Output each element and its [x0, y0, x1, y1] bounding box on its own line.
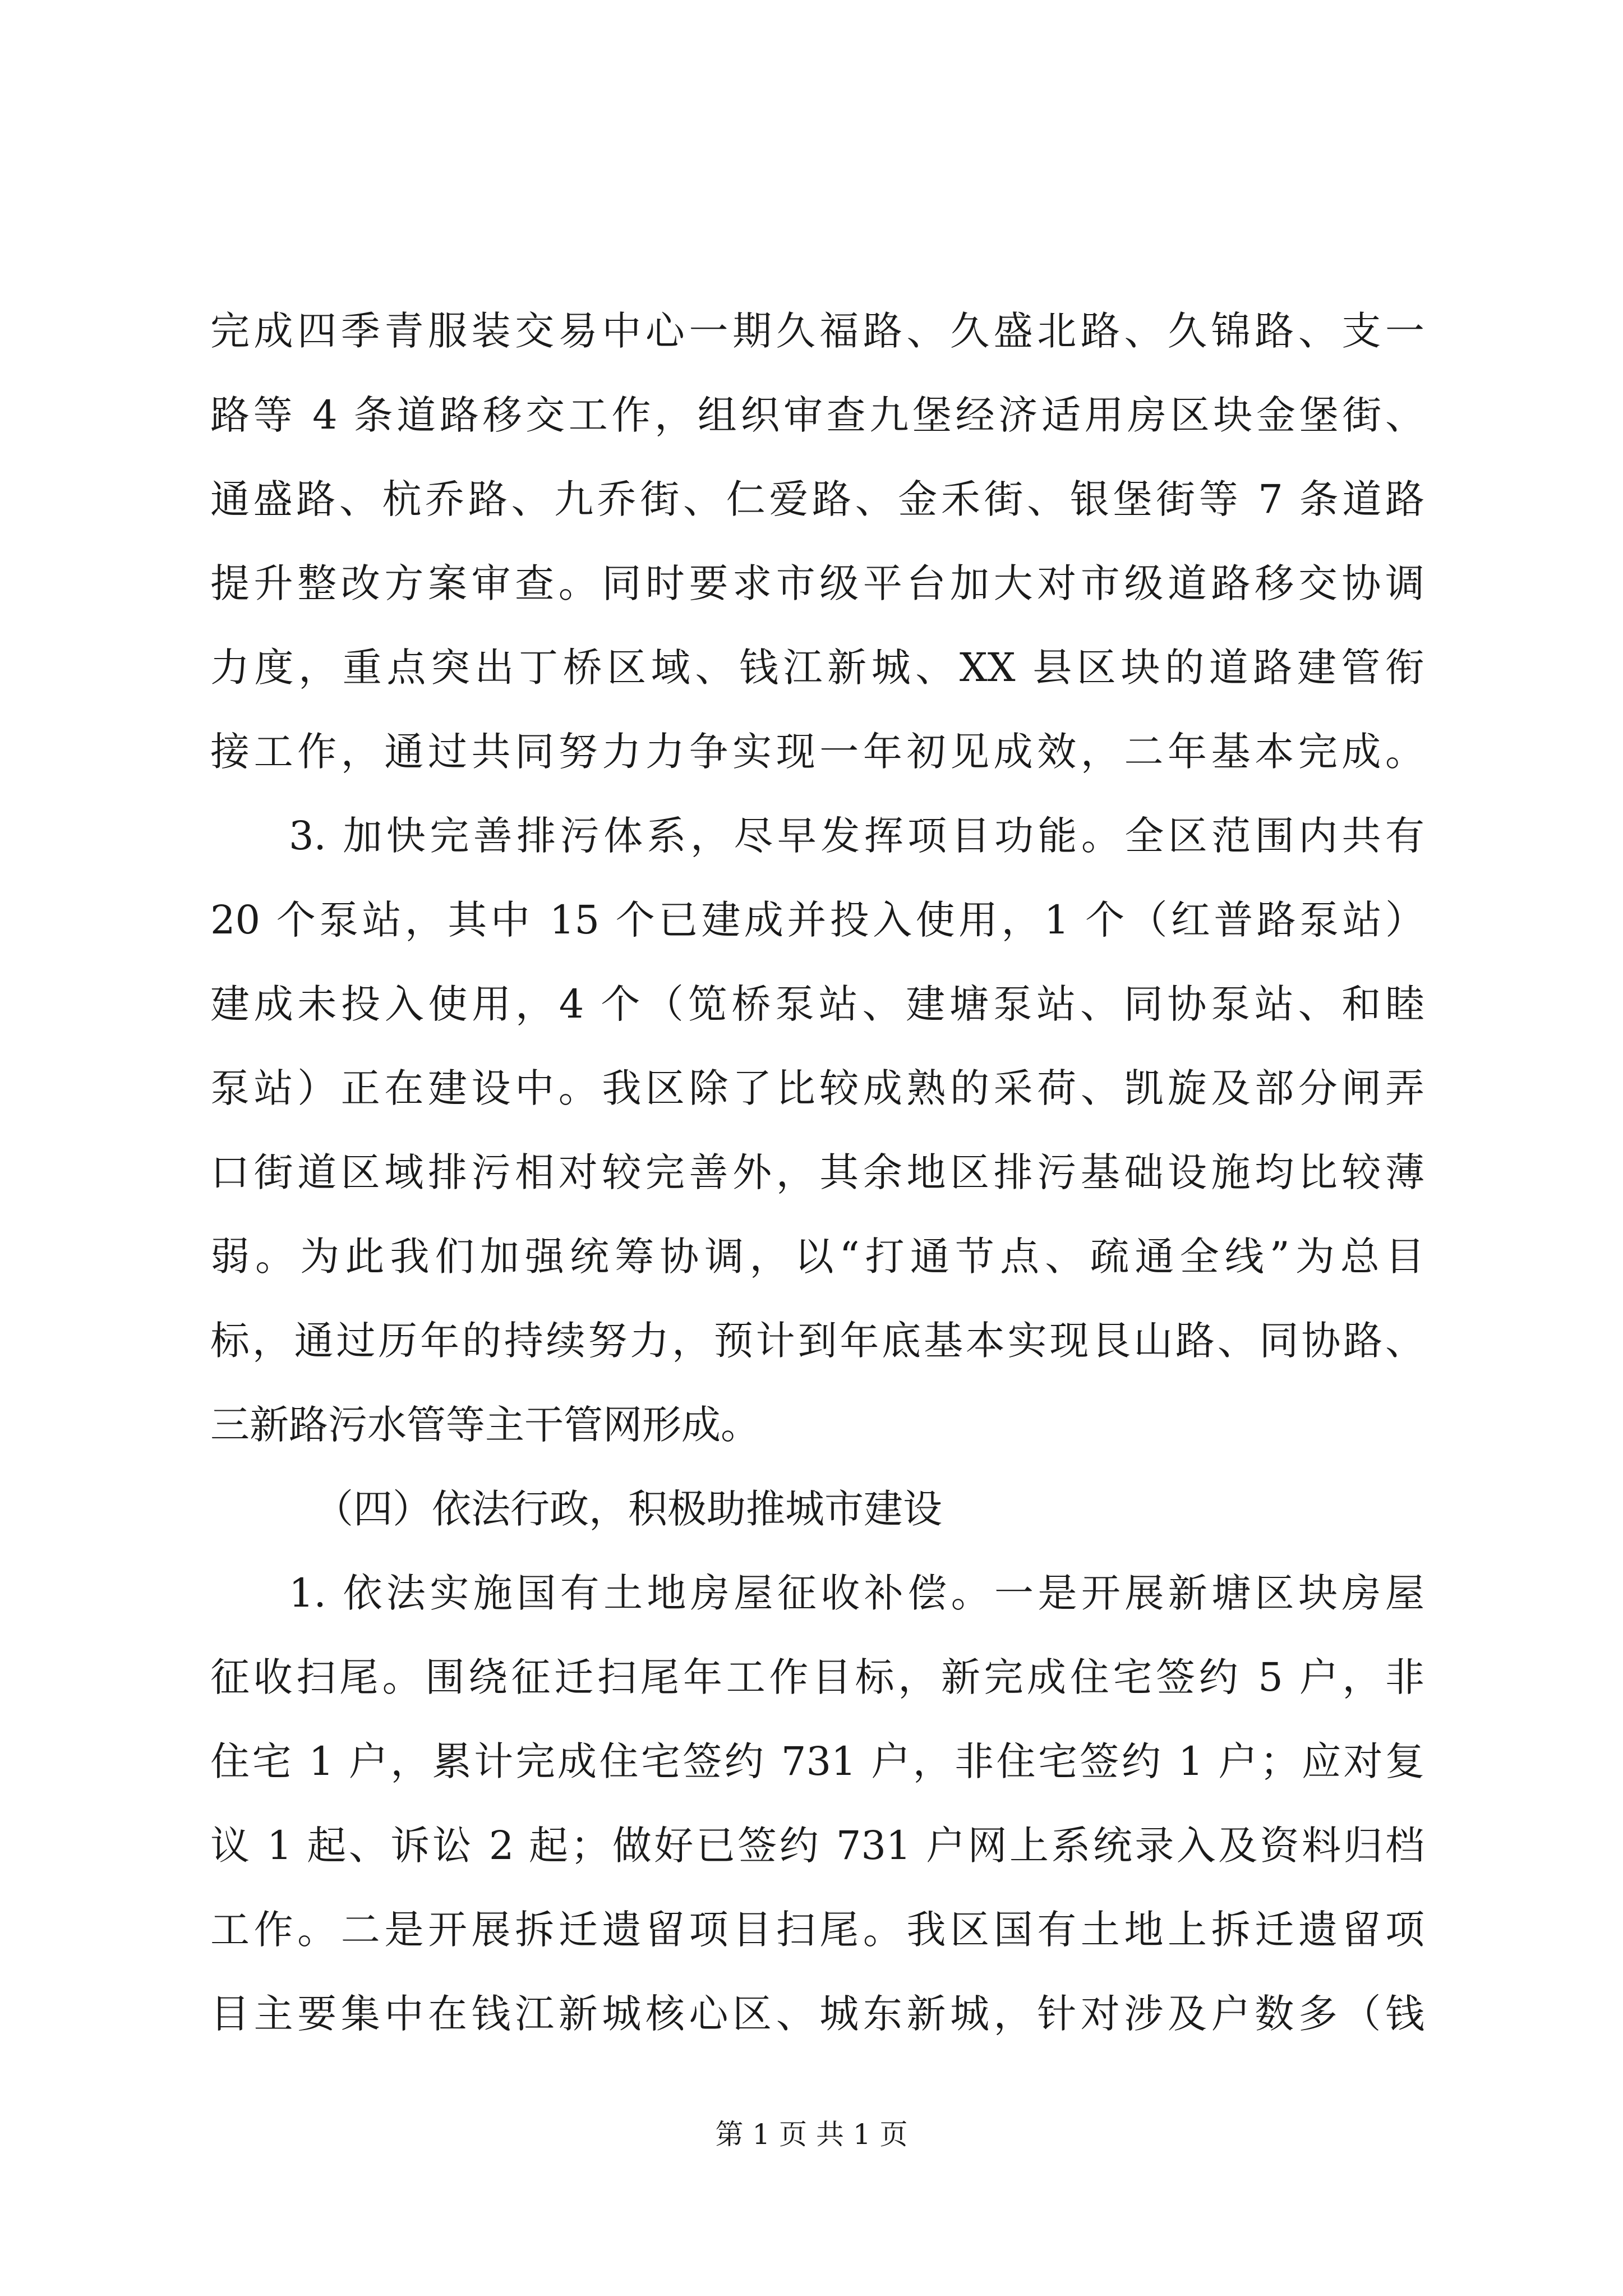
text-line: 口街道区域排污相对较完善外，其余地区排污基础设施均比较薄 [210, 1149, 1424, 1195]
page-footer [0, 2112, 1623, 2157]
text-line: 住宅 1 户，累计完成住宅签约 731 户，非住宅签约 1 户；应对复 [210, 1738, 1424, 1784]
text-line: 完成四季青服装交易中心一期久福路、久盛北路、久锦路、支一 [210, 308, 1424, 354]
text-line: 标，通过历年的持续努力，预计到年底基本实现艮山路、同协路、 [210, 1318, 1424, 1364]
paragraph-end-line: 三新路污水管等主干管网形成。 [210, 1402, 760, 1448]
document-body [210, 289, 1424, 2056]
paragraph-start-line: 3. 加快完善排污体系，尽早发挥项目功能。全区范围内共有 [289, 813, 1424, 859]
text-line: 路等 4 条道路移交工作，组织审查九堡经济适用房区块金堡街、 [210, 392, 1424, 438]
text-line: 提升整改方案审查。同时要求市级平台加大对市级道路移交协调 [210, 560, 1424, 606]
text-line: 目主要集中在钱江新城核心区、城东新城，针对涉及户数多（钱 [210, 1991, 1424, 2037]
text-line: 建成未投入使用，4 个（笕桥泵站、建塘泵站、同协泵站、和睦 [210, 981, 1424, 1027]
text-line: 接工作，通过共同努力力争实现一年初见成效，二年基本完成。 [210, 729, 1424, 775]
text-line: 弱。为此我们加强统筹协调，以“打通节点、疏通全线”为总目 [210, 1234, 1424, 1280]
text-line: 征收扫尾。围绕征迁扫尾年工作目标，新完成住宅签约 5 户，非 [210, 1654, 1424, 1700]
text-line: 议 1 起、诉讼 2 起；做好已签约 731 户网上系统录入及资料归档 [210, 1823, 1424, 1869]
text-line: 力度，重点突出丁桥区域、钱江新城、XX 县区块的道路建管衔 [210, 645, 1424, 691]
text-line: 工作。二是开展拆迁遗留项目扫尾。我区国有土地上拆迁遗留项 [210, 1907, 1424, 1953]
page-number-label: 第 1 页 共 1 页 [715, 2118, 908, 2151]
paragraph-start-line: 1. 依法实施国有土地房屋征收补偿。一是开展新塘区块房屋 [289, 1570, 1424, 1616]
text-line: 20 个泵站，其中 15 个已建成并投入使用，1 个（红普路泵站） [210, 897, 1424, 943]
text-line: 通盛路、杭乔路、九乔街、仁爱路、金禾街、银堡街等 7 条道路 [210, 476, 1424, 522]
text-line: 泵站）正在建设中。我区除了比较成熟的采荷、凯旋及部分闸弄 [210, 1065, 1424, 1111]
section-heading: （四）依法行政，积极助推城市建设 [314, 1486, 942, 1532]
